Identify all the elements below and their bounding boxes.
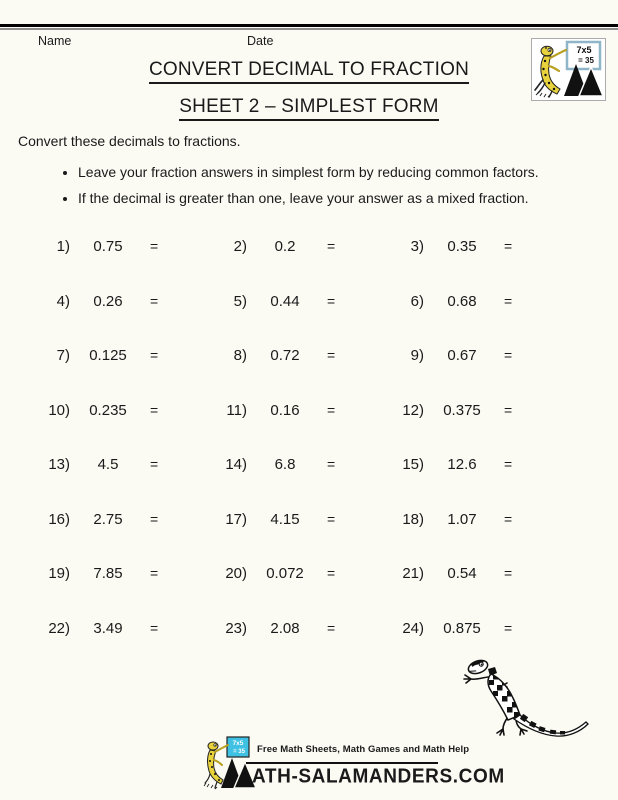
problem-20	[205, 565, 335, 582]
problem-row-2	[0, 293, 618, 348]
problem-number: 12)	[402, 401, 424, 419]
problem-number: 23)	[225, 619, 247, 637]
footer-logo-icon	[201, 736, 259, 792]
problem-number: 8)	[233, 347, 247, 364]
equals-sign: =	[504, 347, 513, 363]
worksheet-title-line1: CONVERT DECIMAL TO FRACTION	[0, 60, 618, 84]
problem-number: 9)	[410, 347, 424, 364]
equals-sign: =	[327, 510, 336, 527]
problem-decimal-value: 0.68	[447, 292, 477, 310]
problem-decimal-value: 0.16	[270, 401, 300, 419]
instruction-bullet-2: • If the decimal is greater than one, leave your answer as a mixed fraction.	[78, 190, 539, 206]
problem-number: 21)	[402, 565, 424, 582]
footer-rule	[246, 762, 438, 764]
problem-number: 13)	[48, 456, 70, 473]
problem-decimal-value: 4.5	[97, 456, 119, 473]
problem-2	[205, 238, 335, 255]
header-rule-bottom	[0, 28, 618, 30]
problem-decimal-value: 0.125	[89, 347, 127, 364]
problem-9	[382, 347, 512, 364]
problem-number: 15)	[402, 456, 424, 473]
header-rule-top	[0, 24, 618, 27]
problems-grid	[0, 238, 618, 674]
problem-decimal-value: 4.15	[270, 510, 300, 528]
footer-board-text-line2: = 35	[233, 749, 245, 755]
footer-tagline: Free Math Sheets, Math Games and Math Help	[257, 744, 470, 755]
problem-16	[28, 511, 158, 528]
problem-row-7	[0, 565, 618, 620]
problem-decimal-value: 0.26	[93, 292, 123, 310]
problem-decimal-value: 1.07	[447, 510, 477, 528]
problem-number: 16)	[48, 510, 70, 528]
problem-decimal-value: 0.2	[274, 238, 296, 255]
problem-23	[205, 620, 335, 637]
date-label: Date	[247, 34, 274, 48]
problem-15	[382, 456, 512, 473]
problem-decimal-value: 0.67	[447, 347, 477, 364]
equals-sign: =	[150, 347, 159, 363]
equals-sign: =	[504, 510, 513, 527]
problem-row-3	[0, 347, 618, 402]
problem-7	[28, 347, 158, 364]
problem-decimal-value: 12.6	[447, 456, 477, 473]
problem-decimal-value: 0.072	[266, 565, 304, 582]
problem-13	[28, 456, 158, 473]
instruction-bullet-1: • Leave your fraction answers in simplest form by reducing common factors.	[78, 164, 539, 180]
problem-19	[28, 565, 158, 582]
problem-3	[382, 238, 512, 255]
problem-number: 11)	[226, 401, 247, 419]
problem-number: 22)	[48, 619, 70, 637]
problem-decimal-value: 2.08	[270, 619, 300, 637]
problem-8	[205, 347, 335, 364]
footer-wordmark: ATH-SALAMANDERS.COM	[252, 765, 505, 788]
problem-number: 6)	[410, 292, 424, 310]
problem-row-5	[0, 456, 618, 511]
problem-row-6	[0, 511, 618, 566]
problem-decimal-value: 0.44	[270, 292, 300, 310]
equals-sign: =	[327, 565, 336, 581]
problem-number: 2)	[233, 238, 247, 255]
problem-number: 14)	[225, 456, 247, 473]
equals-sign: =	[504, 456, 513, 472]
problem-6	[382, 293, 512, 310]
problem-decimal-value: 0.72	[270, 347, 300, 364]
problem-number: 24)	[402, 619, 424, 637]
equals-sign: =	[150, 456, 159, 472]
worksheet-title-line2: SHEET 2 – SIMPLEST FORM	[0, 97, 618, 121]
problem-decimal-value: 0.35	[447, 238, 477, 255]
problem-24	[382, 620, 512, 637]
problem-17	[205, 511, 335, 528]
lizard-head	[467, 658, 490, 676]
problem-14	[205, 456, 335, 473]
problem-10	[28, 402, 158, 419]
problem-decimal-value: 0.235	[89, 401, 127, 419]
equals-sign: =	[504, 565, 513, 581]
equals-sign: =	[150, 619, 159, 636]
whiteboard-text-line2: = 35	[578, 56, 594, 65]
equals-sign: =	[504, 238, 513, 254]
problem-decimal-value: 0.875	[443, 619, 481, 637]
equals-sign: =	[150, 292, 159, 309]
equals-sign: =	[327, 292, 336, 309]
problem-decimal-value: 7.85	[93, 565, 123, 582]
problem-22	[28, 620, 158, 637]
problem-1	[28, 238, 158, 255]
instructions-intro: Convert these decimals to fractions.	[18, 133, 241, 149]
problem-number: 3)	[410, 238, 424, 255]
problem-number: 18)	[402, 510, 424, 528]
salamander-lizard-icon	[462, 653, 602, 753]
problem-number: 4)	[56, 292, 70, 310]
problem-number: 19)	[48, 565, 70, 582]
problem-5	[205, 293, 335, 310]
instructions-bullet-list	[62, 164, 539, 216]
problem-11	[205, 402, 335, 419]
problem-number: 10)	[48, 401, 70, 419]
equals-sign: =	[504, 619, 513, 636]
problem-decimal-value: 3.49	[93, 619, 123, 637]
problem-21	[382, 565, 512, 582]
equals-sign: =	[327, 456, 336, 472]
equals-sign: =	[150, 510, 159, 527]
equals-sign: =	[150, 401, 159, 418]
problem-row-4	[0, 402, 618, 457]
problem-12	[382, 402, 512, 419]
problem-row-1	[0, 238, 618, 293]
whiteboard-text-line1: 7x5	[576, 45, 592, 55]
problem-decimal-value: 0.375	[443, 401, 481, 419]
equals-sign: =	[327, 401, 336, 418]
equals-sign: =	[327, 347, 336, 363]
problem-number: 5)	[233, 292, 247, 310]
title-block	[0, 60, 618, 134]
problem-decimal-value: 6.8	[274, 456, 296, 473]
equals-sign: =	[150, 238, 159, 254]
problem-number: 20)	[225, 565, 247, 582]
equals-sign: =	[327, 238, 336, 254]
problem-4	[28, 293, 158, 310]
equals-sign: =	[504, 292, 513, 309]
equals-sign: =	[150, 565, 159, 581]
problem-number: 7)	[56, 347, 70, 364]
problem-number: 1)	[56, 238, 70, 255]
problem-number: 17)	[225, 510, 247, 528]
footer-board-text-line1: 7x5	[232, 740, 244, 747]
equals-sign: =	[327, 619, 336, 636]
problem-decimal-value: 0.75	[93, 238, 123, 255]
problem-decimal-value: 0.54	[447, 565, 477, 582]
problem-decimal-value: 2.75	[93, 510, 123, 528]
equals-sign: =	[504, 401, 513, 418]
problem-18	[382, 511, 512, 528]
name-label: Name	[38, 34, 72, 48]
